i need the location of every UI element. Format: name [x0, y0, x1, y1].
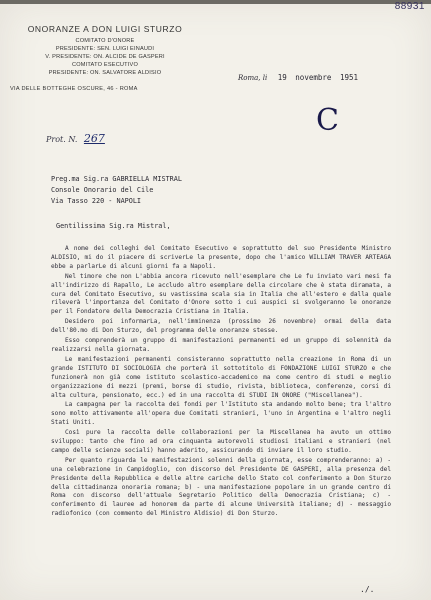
scan-edge — [0, 0, 431, 4]
addressee-line: Console Onorario del Cile — [51, 186, 154, 194]
body-paragraph: A nome dei colleghi del Comitato Esecutivo e soprattutto del suo Presidente Ministro ALDISIO, mi do il piacere di scriverLe la presente, dopo che l'amico WILLIAM TRAVER ARTEAGA ebbe a parlarLe di alcuni giorni fa a Napoli. — [51, 245, 391, 270]
addressee-line: Via Tasso 220 - NAPOLI — [51, 197, 142, 205]
protocol-label: Prot. N. — [46, 135, 78, 144]
body-paragraph: Esso comprenderà un gruppo di manifestazioni permanenti ed un gruppo di solennità da realizzarsi nella giornata. — [51, 337, 391, 353]
date-year: 1951 — [339, 73, 358, 82]
letterhead-line: PRESIDENTE: ON. SALVATORE ALDISIO — [48, 70, 162, 76]
date-day: 19 — [277, 73, 287, 82]
body-paragraph: Nel timore che non L'abbia ancora ricevuto nell'esemplare che Le fu inviato vari mesi fa all'indirizzo di Rapallo, Le accludo altro esemplare della circolare che è stata diramata, a cura del Comitato Esecutivo, su vastissima scala sia in Italia che all'estero e dalla quale rileverà l'importanza del Comitato d'Onore sotto i cui auspici si svolgeranno le onoranze per il Fondatore della Democrazia Cristiana in Italia. — [51, 272, 391, 316]
letterhead-address: VIA DELLE BOTTEGHE OSCURE, 46 - ROMA — [10, 86, 138, 92]
body-paragraph: Così pure la raccolta delle collaborazioni per la Miscellanea ha avuto un ottimo sviluppo: tanto che fino ad ora cinquanta autorevoli studiosi italiani e stranieri (nel campo delle scienze sociali) hanno aderito, assicurando di inviare il loro studio. — [51, 429, 391, 454]
letterhead — [10, 24, 200, 92]
letterhead-line: PRESIDENTE: SEN. LUIGI EINAUDI — [55, 46, 155, 52]
body-paragraph: Per quanto riguarda le manifestazioni solenni della giornata, esse comprenderanno: a) - una celebrazione in Campidoglio, con discorso del Presidente DE GASPERI, alla presenza del Presidente della Repubblica e delle altre cariche dello Stato col conferimento a Don Sturzo della cittadinanza onoraria romana; b) - una manifestazione popolare in un grande centro di Roma con discorso dell'attuale Segretario Politico della Democrazia Cristiana; c) - conferimento di lauree ad honorem da parte di alcune Università italiane; d) - messaggio radiofonico (con commento del Ministro Aldisio) di Don Sturzo. — [51, 456, 391, 518]
letterhead-line: V. PRESIDENTE: ON. ALCIDE DE GASPERI — [45, 54, 165, 60]
letterhead-line: COMITATO ESECUTIVO — [71, 62, 139, 68]
date-city: Roma, li — [238, 74, 268, 82]
letter-body — [51, 245, 391, 520]
archive-number: 88931 — [394, 1, 425, 12]
addressee-line: Preg.ma Sig.ra GABRIELLA MISTRAL — [51, 175, 182, 183]
addressee-block — [51, 174, 182, 207]
letterhead-title: ONORANZE A DON LUIGI STURZO — [27, 24, 183, 34]
protocol-number — [46, 132, 105, 145]
date-month: novembre — [295, 73, 332, 82]
continuation-mark: ./. — [360, 585, 375, 594]
body-paragraph: Le manifestazioni permanenti consisteranno soprattutto nella creazione in Roma di un grande ISTITUTO DI SOCIOLOGIA che porterà il sottotitolo di FONDAZIONE LUIGI STURZO e che funzionerà non già come istituto scolastico-accademico ma come centro di studi e meglio organizzazione di mezzi (premi, borse di studio, rivista, biblioteca, conferenze, corsi di alta cultura, pensionato, ecc.) ed in una raccolta di STUDI IN ONORE ("Miscellanea"). — [51, 355, 391, 399]
dateline — [238, 73, 358, 82]
handwritten-mark: C — [316, 103, 339, 138]
protocol-value: 267 — [83, 132, 105, 145]
body-paragraph: Desidero poi informarLa, nell'imminenza (prossimo 26 novembre) ormai della data dell'80.mo di Don Sturzo, del programma delle onoranze stesse. — [51, 318, 391, 335]
body-paragraph: La campagna per la raccolta dei fondi per l'Istituto sta andando molto bene; tra l'altro sono molto attivamente all'opera due Comitati stranieri, l'uno in Argentina e l'altro negli Stati Uniti. — [51, 401, 391, 427]
letterhead-line: COMITATO D'ONORE — [75, 38, 135, 44]
greeting: Gentilissima Sig.ra Mistral, — [56, 222, 171, 230]
